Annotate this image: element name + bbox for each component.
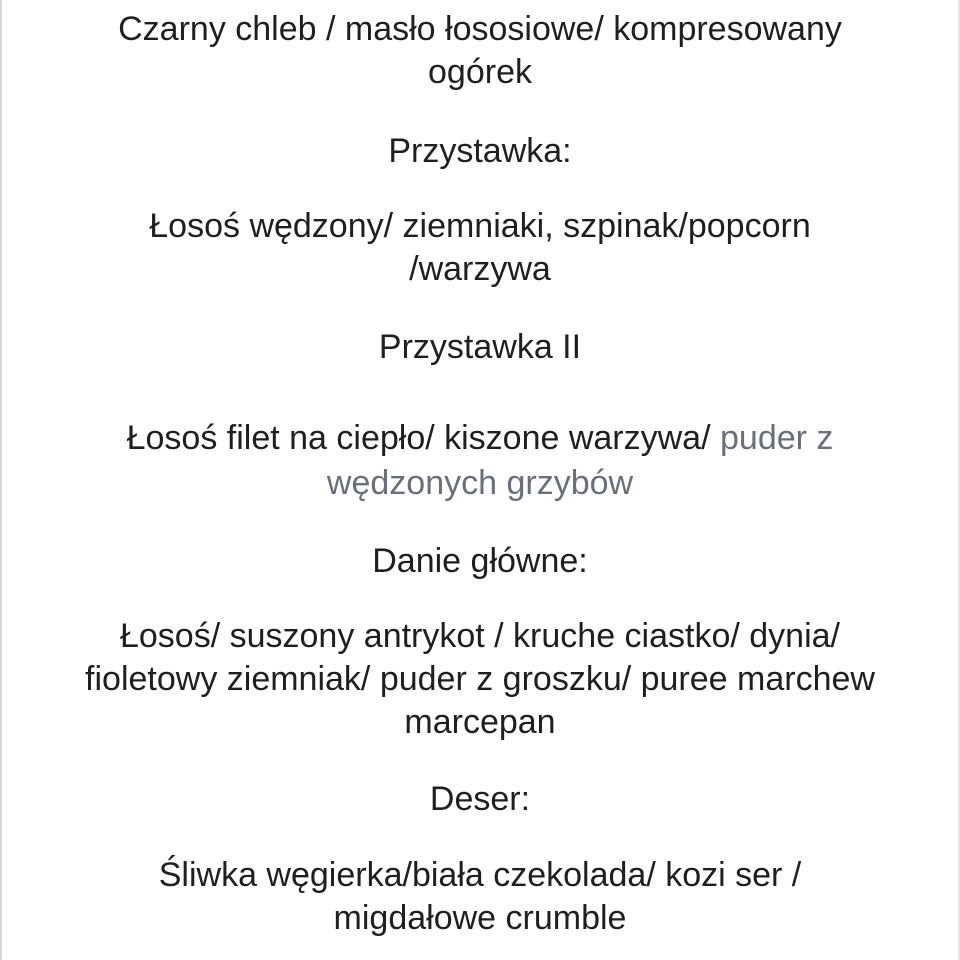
appetizer2-line-1-main: Łosoś filet na ciepło/ kiszone warzywa/ — [126, 419, 711, 457]
appetizer2-line-2: wędzonych grzybów — [326, 464, 634, 502]
dessert-line-1: Śliwka węgierka/biała czekolada/ kozi ser / — [158, 856, 802, 894]
appetizer-heading: Przystawka: — [388, 132, 572, 170]
bread-line-1: Czarny chleb / masło łososiowe/ kompresowany — [118, 10, 842, 48]
appetizer2-heading: Przystawka II — [378, 328, 582, 366]
bread-line-2: ogórek — [428, 53, 532, 91]
main-heading: Danie główne: — [372, 542, 588, 580]
main-line-1: Łosoś/ suszony antrykot / kruche ciastko/ dynia/ — [119, 617, 840, 655]
appetizer2-line-1-muted: puder z — [720, 419, 834, 457]
main-line-2: fioletowy ziemniak/ puder z groszku/ puree marchew — [85, 660, 875, 698]
appetizer-line-1: Łosoś wędzony/ ziemniaki, szpinak/popcorn — [149, 207, 811, 245]
appetizer2-line-1 — [0, 417, 960, 460]
dessert-line-2: migdałowe crumble — [333, 899, 627, 937]
dessert-heading: Deser: — [429, 780, 531, 818]
appetizer-line-2: /warzywa — [409, 250, 551, 288]
main-line-3: marcepan — [404, 703, 556, 741]
